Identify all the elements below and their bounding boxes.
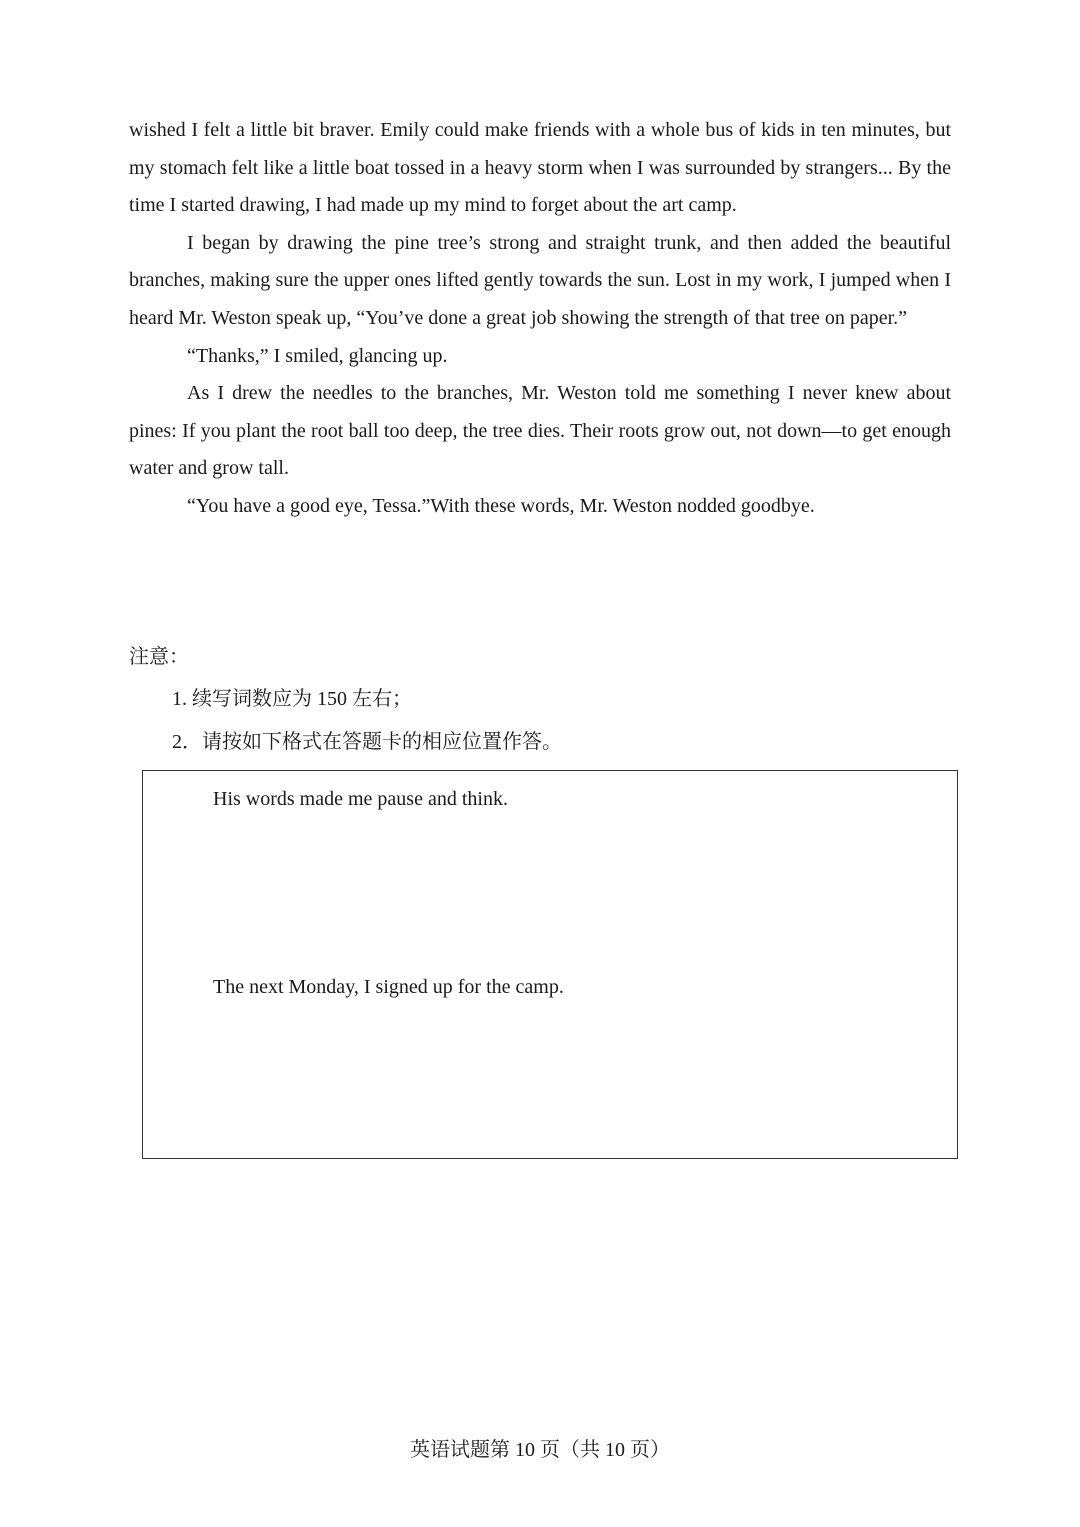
- paragraph-4: As I drew the needles to the branches, Mr. Weston told me something I never knew about pines: If you plant the root ball too deep, the tree dies. Their roots grow out, not down—to get enough water and grow tall.: [129, 382, 951, 480]
- page-footer: 英语试题第 10 页（共 10 页）: [410, 1439, 670, 1461]
- paragraph-3: “Thanks,” I smiled, glancing up.: [187, 344, 448, 367]
- continuation-opening-sentence-2: The next Monday, I signed up for the camp.: [213, 976, 564, 998]
- paragraph-2: I began by drawing the pine tree’s strong and straight trunk, and then added the beautiful branches, making sure the upper ones lifted gently towards the sun. Lost in my work, I jumped when I heard Mr. Weston speak up, “You’ve done a great job showing the strength of that tree on paper.”: [129, 231, 951, 329]
- answer-format-box: [142, 770, 958, 1159]
- story-passage: [129, 112, 951, 526]
- paragraph-5: “You have a good eye, Tessa.”With these words, Mr. Weston nodded goodbye.: [187, 494, 815, 517]
- continuation-opening-sentence-1: His words made me pause and think.: [213, 788, 508, 810]
- notes-title: 注意：: [129, 646, 189, 668]
- note-item-word-count: 1. 续写词数应为 150 左右；: [172, 688, 412, 710]
- note-item-answer-format: 2．请按如下格式在答题卡的相应位置作答。: [172, 731, 562, 753]
- paragraph-1: wished I felt a little bit braver. Emily could make friends with a whole bus of kids in ten minutes, but my stomach felt like a little boat tossed in a heavy storm when I was surrounded by strangers... By the time I started drawing, I had made up my mind to forget about the art camp.: [129, 119, 951, 217]
